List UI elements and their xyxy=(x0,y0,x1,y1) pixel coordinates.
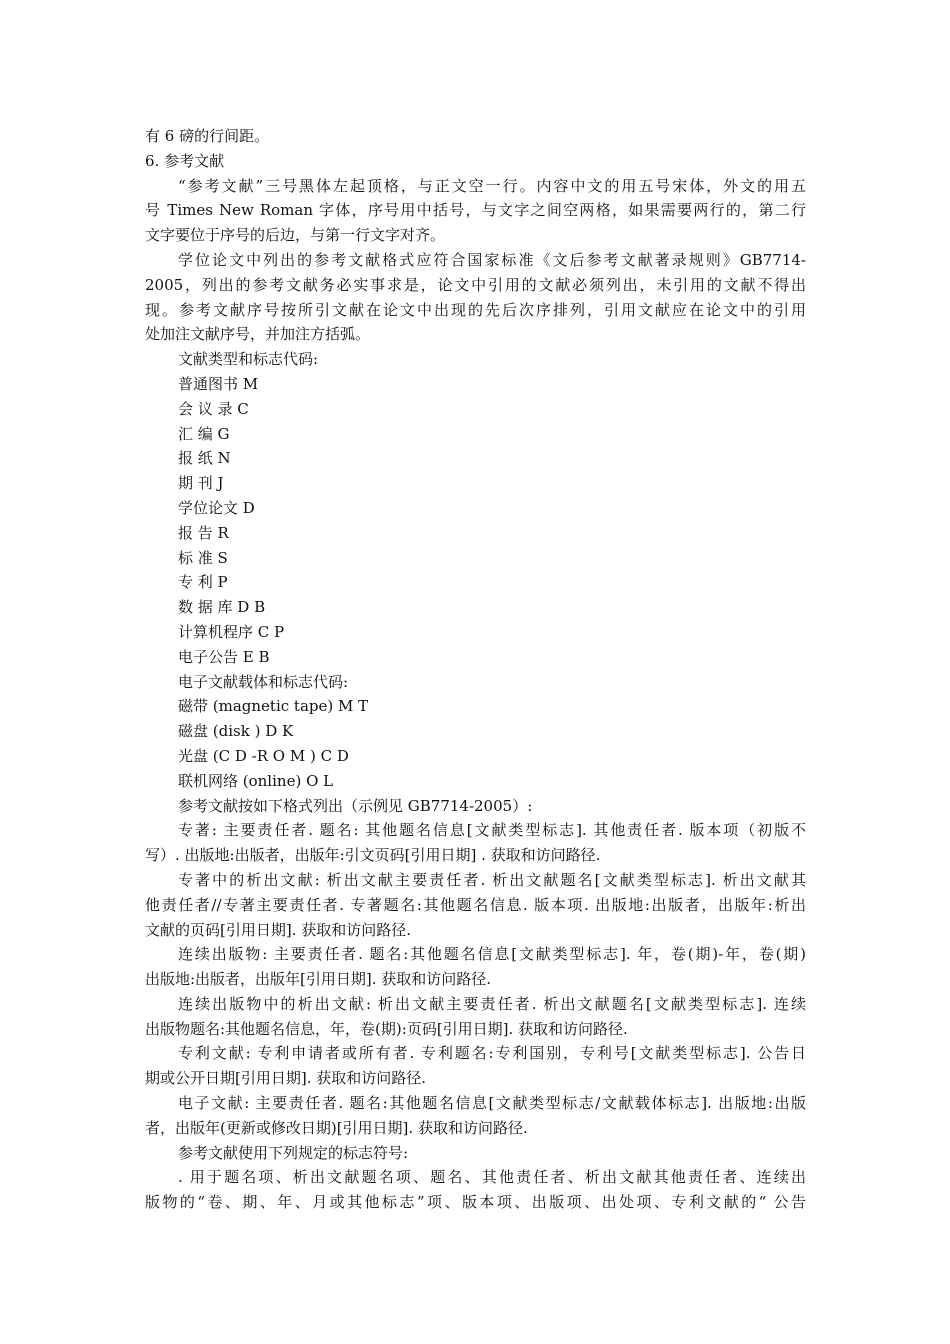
text-line: 学位论文 D xyxy=(178,498,255,517)
text-line: 文献的页码[引用日期]. 获取和访问路径. xyxy=(145,920,412,939)
text-line: 电子文献载体和标志代码: xyxy=(178,672,349,691)
text-line: 专利文献: 专利申请者或所有者. 专利题名:专利国别，专利号[文献类型标志]. 公告日 xyxy=(178,1044,806,1063)
text-line: 版物的“卷、期、年、月或其他标志”项、版本项、出版项、出处项、专利文献的“ 公告 xyxy=(145,1193,806,1212)
text-line: 写）. 出版地:出版者，出版年:引文页码[引用日期] . 获取和访问路径. xyxy=(145,846,601,865)
text-line: 号 Times New Roman 字体，序号用中括号，与文字之间空两格，如果需要两行的，第二行 xyxy=(145,201,806,220)
text-line: 汇 编 G xyxy=(178,424,230,443)
text-line: 者，出版年(更新或修改日期)[引用日期]. 获取和访问路径. xyxy=(145,1118,528,1137)
text-line: 电子公告 E B xyxy=(178,647,270,666)
text-line: 他责任者//专著主要责任者. 专著题名:其他题名信息. 版本项. 出版地:出版者，出版年:析出 xyxy=(145,895,806,914)
text-line: 联机网络 (online) O L xyxy=(178,771,334,790)
text-line: 电子文献: 主要责任者. 题名:其他题名信息[文献类型标志/文献载体标志]. 出版地:出版 xyxy=(178,1094,806,1113)
text-line: 现。参考文献序号按所引文献在论文中出现的先后次序排列，引用文献应在论文中的引用 xyxy=(145,300,806,319)
text-line: 连续出版物中的析出文献: 析出文献主要责任者. 析出文献题名[文献类型标志]. 连续 xyxy=(178,994,806,1013)
text-line: 会 议 录 C xyxy=(178,399,249,418)
text-line: 参考文献按如下格式列出（示例见 GB7714-2005）: xyxy=(178,796,533,815)
text-line: 有 6 磅的行间距。 xyxy=(145,127,270,145)
text-line: 专著中的析出文献: 析出文献主要责任者. 析出文献题名[文献类型标志]. 析出文献其 xyxy=(178,870,806,889)
text-line: 学位论文中列出的参考文献格式应符合国家标准《文后参考文献著录规则》GB7714- xyxy=(178,250,806,269)
text-line: 文献类型和标志代码: xyxy=(178,350,319,369)
text-line: 磁带 (magnetic tape) M T xyxy=(178,697,369,716)
text-line: 报 告 R xyxy=(178,523,229,542)
text-line: 出版地:出版者，出版年[引用日期]. 获取和访问路径. xyxy=(145,970,492,989)
text-line: 期或公开日期[引用日期]. 获取和访问路径. xyxy=(145,1069,427,1088)
text-line: 期 刊 J xyxy=(178,474,224,493)
text-line: 数 据 库 D B xyxy=(178,598,266,617)
text-line: 报 纸 N xyxy=(178,449,231,468)
text-line: 参考文献使用下列规定的标志符号: xyxy=(178,1143,409,1162)
text-line: 计算机程序 C P xyxy=(178,622,285,641)
text-line: 标 准 S xyxy=(178,548,228,567)
text-line: 2005，列出的参考文献务必实事求是，论文中引用的文献必须列出，未引用的文献不得出 xyxy=(145,275,806,294)
text-line: 6. 参考文献 xyxy=(145,151,225,170)
text-line: 连续出版物: 主要责任者. 题名:其他题名信息[文献类型标志]. 年，卷(期)-年，卷(期) xyxy=(178,945,806,964)
text-line: . 用于题名项、析出文献题名项、题名、其他责任者、析出文献其他责任者、连续出 xyxy=(178,1168,806,1187)
text-line: 专 利 P xyxy=(178,573,228,592)
text-line: 专著: 主要责任者. 题名: 其他题名信息[文献类型标志]. 其他责任者. 版本项（初版不 xyxy=(178,821,806,840)
text-line: 处加注文献序号，并加注方括弧。 xyxy=(145,325,371,344)
text-line: 光盘 (C D -R O M ) C D xyxy=(178,746,349,765)
text-line: 出版物题名:其他题名信息，年，卷(期):页码[引用日期]. 获取和访问路径. xyxy=(145,1019,628,1038)
text-line: 普通图书 M xyxy=(178,374,259,393)
text-line: 文字要位于序号的后边，与第一行文字对齐。 xyxy=(145,226,446,245)
text-line: 磁盘 (disk ) D K xyxy=(178,722,294,741)
text-line: “参考文献”三号黑体左起顶格，与正文空一行。内容中文的用五号宋体，外文的用五 xyxy=(178,176,806,195)
